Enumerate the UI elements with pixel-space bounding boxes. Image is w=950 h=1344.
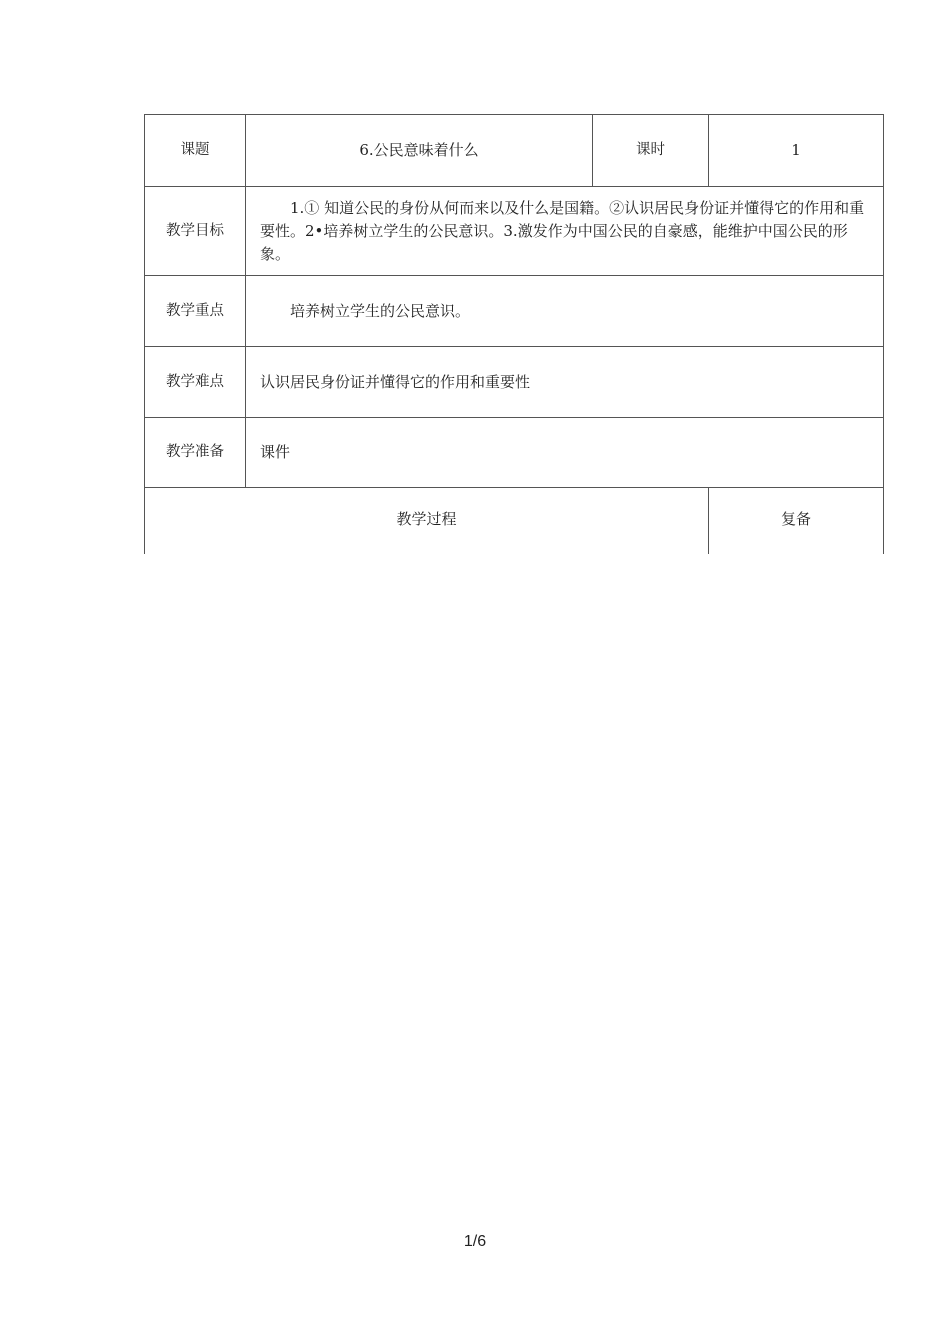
title-value: 6.公民意味着什么: [246, 115, 593, 187]
goals-row: [145, 187, 884, 276]
process-label: 教学过程: [145, 488, 709, 554]
difficulty-label: 教学难点: [145, 347, 246, 418]
lesson-plan-table: [144, 114, 884, 554]
preparation-label: 教学准备: [145, 418, 246, 488]
page-number: 1/6: [463, 1233, 487, 1250]
process-header-row: [145, 488, 884, 554]
title-label: 课题: [145, 115, 246, 187]
review-label: 复备: [709, 488, 884, 554]
preparation-value: 课件: [246, 418, 884, 488]
goals-label: 教学目标: [145, 187, 246, 276]
difficulty-value: 认识居民身份证并懂得它的作用和重要性: [246, 347, 884, 418]
key-point-row: [145, 276, 884, 347]
key-point-label: 教学重点: [145, 276, 246, 347]
goals-value: 1.① 知道公民的身份从何而来以及什么是国籍。②认识居民身份证并懂得它的作用和重要性。2•培养树立学生的公民意识。3.激发作为中国公民的自豪感，能维护中国公民的形象。: [246, 187, 884, 276]
key-point-value: 培养树立学生的公民意识。: [246, 276, 884, 347]
difficulty-row: [145, 347, 884, 418]
period-value: 1: [709, 115, 884, 187]
title-row: [145, 115, 884, 187]
period-label: 课时: [593, 115, 709, 187]
preparation-row: [145, 418, 884, 488]
